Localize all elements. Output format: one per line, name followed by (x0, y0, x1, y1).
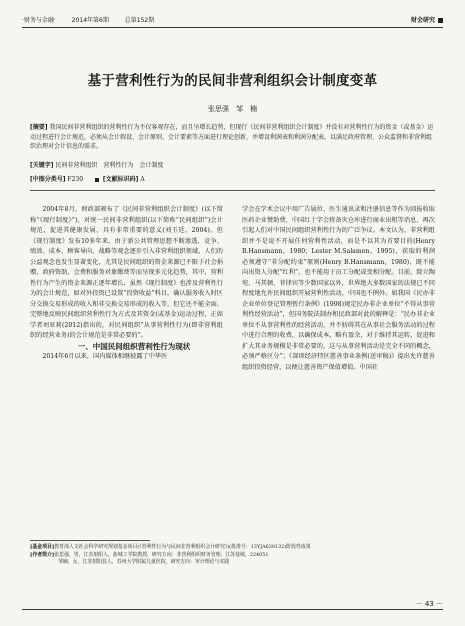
body-paragraph: 2004年8月，财政部颁布了《民间非营利组织会计制度》(以下简称“《现行制度》”)，对统一民间非营利组织(以下简称“民间组织”)会计规范，促进其健康发展，具有非常重要的意义(刘玉廷，2004)。但《现行制度》发布10多年来，由于新公共管理思想不断渗透，竞争、绩效、成本、顾客导向、战略等观念逐步引入非营利组织领域，人们的公益观念也发生显著变化，尤其是民间组织的资金来源已不限于社会捐赠、政府资助、会费和服务对象缴费等而呈现多元化趋势，其中，营利性行为产生的资金来源正逐年增长，虽然《现行制度》也涉及营利性行为的会计规范，如对外投资已设置“投资收益”科目，确认服务收入时区分交换交易形成的收入和非交换交易形成的收入等，但它还不能全面、完整地反映民间组织营利性行为方式及其资金(或基金)运动过程，正如学者刘亚莉(2012)指出的，对民间组织“从事营利性行为(即非营利组织的经营业务)的会计规范是非常必要的”。 (30, 206, 223, 339)
body-paragraph: 学会在学术会议中用广告展位、医生通讯录和注册信息等作为回报收取医药企业赞助费，中国红十字会将备灾仓库进行商业出租等消息，再次引起人们对中国民间组织营利性行为的广泛争议。本文认为，非营利组织并不是说不开展任何营利性活动，而是不以其为首要目的(Henry B.Hansmann，1980；Lester M.Salamon，1995)，获取的利润必须遵守“非分配约束”原则(Henry B.Hansmann，1980)，既不能向出资人分配“红利”，也不能用于员工分配或变相分配。目前，除立陶宛、马其顿、菲律宾等少数国家以外，世界绝大多数国家的法规已不同程度地允许民间组织开展营利性活动，中国也不例外。如我国《民办非企业单位登记管理暂行条例》(1998)规定民办非企业单位“不得从事营利性经营活动”，但国务院法制办和民政部对此的解释是：“民办非企业单位不从事营利性的经营活动，并不妨碍其在从事社会服务活动的过程中进行合理的收费，以确保成本，略有盈余，对于维持其运转，促进和扩大其业务规模是非常必要的，这与从事营利活动是完全不同的概念，必须严格区分”；《深圳经济特区慈善事业条例(送审稿)》提出允许慈善组织投资经营，以便让慈善资产保值增值。中国社 (242, 206, 435, 371)
section-heading: 一、中国民间组织营利性行为现状 (77, 341, 191, 351)
section-label: 财会研究 (410, 17, 435, 24)
page-number: － 43 － (415, 600, 443, 608)
square-bullet-icon (438, 18, 443, 23)
clc-value: F230 (67, 176, 84, 183)
divider (30, 190, 435, 191)
right-column (242, 205, 435, 373)
clc-label: [中图分类号] (30, 176, 66, 183)
header-right (411, 16, 443, 26)
abstract-text: 我国民间非营利组织的营利性行为不仅客观存在，而且呈增长趋势，但现行《民间非营利组织会计制度》并没有对营利性行为的资金（或基金）运动过程进行会计规范，必须从会计假设、会计原则、会计要素等方面进行理论创新，并增设利润表和利润分配表，以满足政府管理、公众监督和非营利组织治理对会计信息的需求。 (30, 124, 434, 150)
journal-name: ·财务与金融· (22, 17, 56, 24)
classification-block (30, 175, 435, 185)
doc-code-label: [文献标识码] (102, 176, 139, 183)
footnotes (30, 544, 435, 567)
article-title: 基于营利性行为的民间非营利组织会计制度变革 (87, 73, 378, 89)
abstract-label: [摘要] (30, 124, 48, 131)
issue-label: 2014年第6期 (71, 17, 109, 24)
keywords-label: [关键字] (30, 162, 54, 169)
square-bullet-icon (95, 178, 99, 182)
body-paragraph: 2014年6月以来，国内媒体相继披露了中华医 (42, 353, 168, 360)
left-column (30, 205, 223, 363)
author-note-2: 邹楠，女，江苏射阳县人，苏州大学附属儿童医院，研究方向：审计理论与实践 (58, 559, 230, 566)
abstract-block (30, 123, 435, 152)
article-authors: 张思强 邹 楠 (208, 105, 257, 113)
doc-code-value: A (140, 176, 145, 183)
keywords-block (30, 161, 435, 171)
fund-note: [基金项目]教育部人文社会科学研究规划基金项目(《营利性行为与民间非营利组织会计研究》)(批准号：13YJA630132)阶段性成果 (30, 544, 311, 550)
keywords-text: 民间非营利组织 营利性行为 会计制度 (55, 162, 164, 169)
running-header (22, 16, 443, 28)
header-left (22, 16, 168, 26)
footnote-divider (30, 540, 150, 541)
bottom-rule (22, 609, 443, 610)
author-note: [作者简介]张思强，男，江苏射阳人，盐城工学院教授，研究方向：非营利组织财务管理；江苏盐城，224051 (30, 551, 269, 558)
total-issue-label: 总第152期 (124, 17, 155, 24)
